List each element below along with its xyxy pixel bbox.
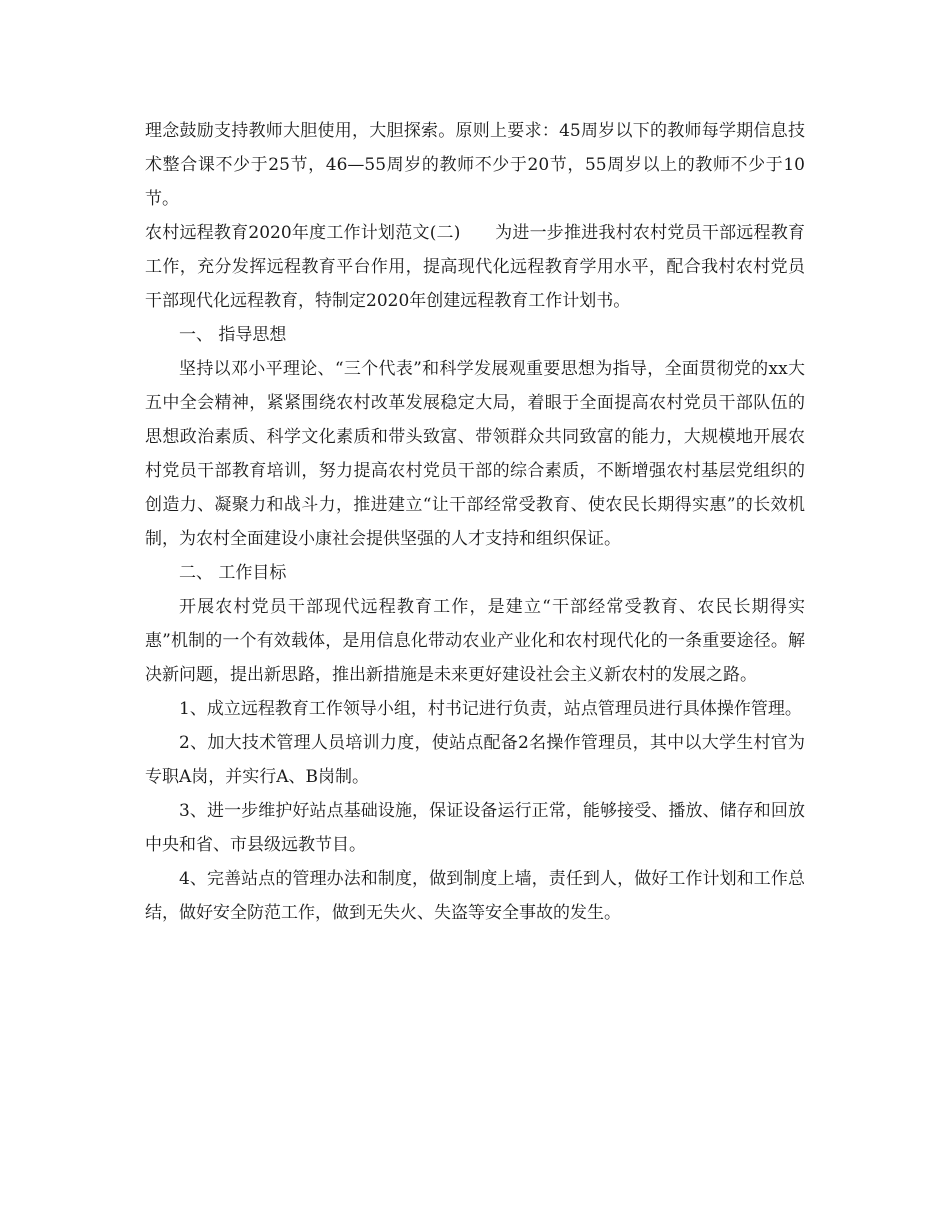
section-heading-guiding-thought: 一、 指导思想: [179, 325, 287, 345]
paragraph-guiding-thought: 坚持以邓小平理论、“三个代表”和科学发展观重要思想为指导，全面贯彻党的xx大五中全会精神，紧紧围绕农村改革发展稳定大局，着眼于全面提高农村党员干部队伍的思想政治素质、科学文化素质和带头致富、带领群众共同致富的能力，大规模地开展农村党员干部教育培训，努力提高农村党员干部的综合素质，不断增强农村基层党组织的创造力、凝聚力和战斗力，推进建立“让干部经常受教育、使农民长期得实惠”的长效机制，为农村全面建设小康社会提供坚强的人才支持和组织保证。: [145, 359, 805, 549]
paragraph-work-goals: 开展农村党员干部现代远程教育工作，是建立“干部经常受教育、农民长期得实惠”机制的一个有效载体，是用信息化带动农业产业化和农村现代化的一条重要途径。解决新问题，提出新思路，推出新措施是未来更好建设社会主义新农村的发展之路。: [145, 597, 805, 685]
paragraph-title-intro: 农村远程教育2020年度工作计划范文(二) 为进一步推进我村农村党员干部远程教育工作，充分发挥远程教育平台作用，提高现代化远程教育学用水平，配合我村农村党员干部现代化远程教育，特制定2020年创建远程教育工作计划书。: [145, 223, 805, 311]
paragraph-continuation: 理念鼓励支持教师大胆使用，大胆探索。原则上要求：45周岁以下的教师每学期信息技术整合课不少于25节，46—55周岁的教师不少于20节，55周岁以上的教师不少于10节。: [145, 121, 805, 209]
document-body: [145, 114, 805, 930]
list-item-1: 1、成立远程教育工作领导小组，村书记进行负责，站点管理员进行具体操作管理。: [179, 699, 802, 719]
list-item-4: 4、完善站点的管理办法和制度，做到制度上墙，责任到人，做好工作计划和工作总结，做好安全防范工作，做到无失火、失盗等安全事故的发生。: [145, 869, 805, 923]
section-heading-work-goals: 二、 工作目标: [179, 563, 287, 583]
list-item-2: 2、加大技术管理人员培训力度，使站点配备2名操作管理员，其中以大学生村官为专职A岗，并实行A、B岗制。: [145, 733, 805, 787]
list-item-3: 3、进一步维护好站点基础设施，保证设备运行正常，能够接受、播放、储存和回放中央和省、市县级远教节目。: [145, 801, 805, 855]
